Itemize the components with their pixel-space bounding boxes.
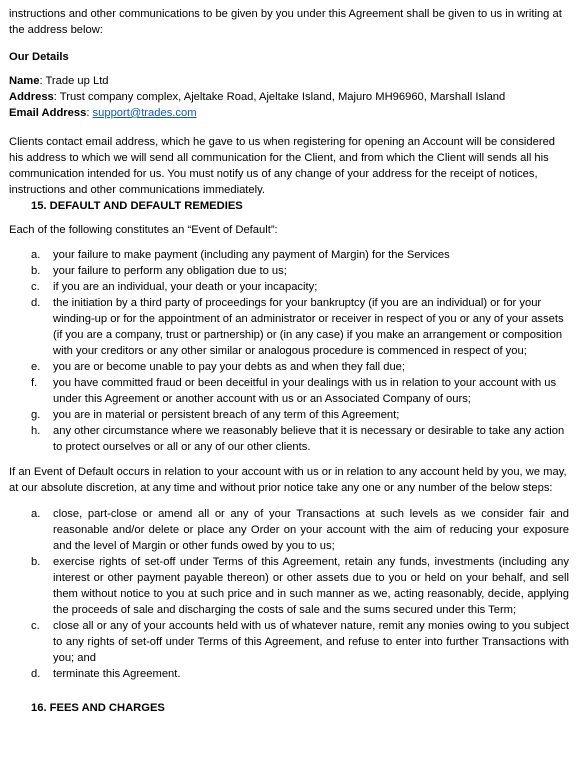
email-separator: : (86, 107, 93, 119)
list-marker: f. (31, 377, 38, 389)
list-item (9, 423, 569, 455)
list-item-text: your failure to perform any obligation due to us; (53, 265, 287, 277)
list-marker: d. (31, 668, 41, 680)
list-marker: a. (31, 249, 41, 261)
email-link[interactable]: support@trades.com (92, 107, 197, 119)
list-item-text: you have committed fraud or been deceitful in your dealings with us in relation to your account with us under this Agreement or another account with us or an Associated Company of ours; (53, 377, 557, 405)
list-marker: c. (31, 620, 40, 632)
address-label: Address (9, 91, 54, 103)
remedies-list (9, 506, 569, 682)
list-item (9, 554, 569, 618)
list-item (9, 407, 569, 423)
events-lead: Each of the following constitutes an “Event of Default”: (9, 224, 278, 236)
section-15-heading: 15. DEFAULT AND DEFAULT REMEDIES (31, 200, 243, 212)
clients-paragraph: Clients contact email address, which he gave to us when registering for opening an Account will be considered his address to which we will send all communication for the Client, and from which the Client will sends all his communication intended for us. You must notify us of any change of your address for the receipt of notices, instructions and other communications immediately. (9, 136, 556, 196)
list-item (9, 247, 569, 263)
list-marker: c. (31, 281, 40, 293)
list-marker: b. (31, 265, 41, 277)
list-marker: d. (31, 297, 41, 309)
events-of-default-list (9, 247, 569, 455)
list-item (9, 666, 569, 682)
list-item-text: you are or become unable to pay your debts as and when they fall due; (53, 361, 406, 373)
list-item (9, 618, 569, 666)
list-item (9, 375, 569, 407)
list-item-text: any other circumstance where we reasonably believe that it is necessary or desirable to take any action to protect ourselves or all or any of our other clients. (53, 425, 565, 453)
intro-paragraph: instructions and other communications to be given by you under this Agreement shall be given to us in writing at the address below: (9, 8, 562, 36)
list-item (9, 295, 569, 359)
list-item (9, 506, 569, 554)
remedies-lead: If an Event of Default occurs in relation to your account with us or in relation to any account held by you, we may, at our absolute discretion, at any time and without prior notice take any one or any number of the below steps: (9, 466, 567, 494)
list-marker: a. (31, 508, 41, 520)
list-item-text: if you are an individual, your death or your incapacity; (53, 281, 318, 293)
our-details-heading: Our Details (9, 51, 69, 63)
email-line (9, 105, 569, 121)
name-value: : Trade up Ltd (39, 75, 109, 87)
list-item-text: close, part-close or amend all or any of your Transactions at such levels as we consider fair and reasonable and/or delete or place any Order on your account with the aim of reducing your exposure and the level of Margin or other funds owed by you to us; (53, 508, 569, 552)
list-marker: h. (31, 425, 41, 437)
list-item-text: your failure to make payment (including any payment of Margin) for the Services (53, 249, 450, 261)
our-details-block (9, 73, 569, 121)
name-line (9, 73, 569, 89)
section-16-heading: 16. FEES AND CHARGES (31, 702, 165, 714)
list-item-text: exercise rights of set-off under Terms of this Agreement, retain any funds, investments (including any interest or other payment payable thereon) or other assets due to you or held on your behalf, and sell them without notice to you at such price and in such manner as we, acting reasonably, decide, applying the proceeds of sale and discharging the costs of sale and the sums secured under this Term; (53, 556, 569, 616)
list-item-text: the initiation by a third party of proceedings for your bankruptcy (if you are an individual) or for your winding-up or for the appointment of an administrator or receiver in respect of you or any of your assets (if you are a company, trust or partnership) or (in any case) if you make an arrangement or composition with your creditors or any other similar or analogous procedure is commenced in respect of you; (53, 297, 564, 357)
email-label: Email Address (9, 107, 87, 119)
list-marker: g. (31, 409, 41, 421)
name-label: Name (9, 75, 40, 87)
address-value: : Trust company complex, Ajeltake Road, Ajeltake Island, Majuro MH96960, Marshall Island (53, 91, 506, 103)
list-item-text: terminate this Agreement. (53, 668, 181, 680)
list-item-text: close all or any of your accounts held with us of whatever nature, remit any monies owing to you subject to any rights of set-off under Terms of this Agreement, and refuse to enter into further Transactions with you; and (53, 620, 569, 664)
list-item (9, 359, 569, 375)
list-item (9, 279, 569, 295)
address-line (9, 89, 569, 105)
list-marker: b. (31, 556, 41, 568)
list-item (9, 263, 569, 279)
list-item-text: you are in material or persistent breach of any term of this Agreement; (53, 409, 400, 421)
list-marker: e. (31, 361, 41, 373)
